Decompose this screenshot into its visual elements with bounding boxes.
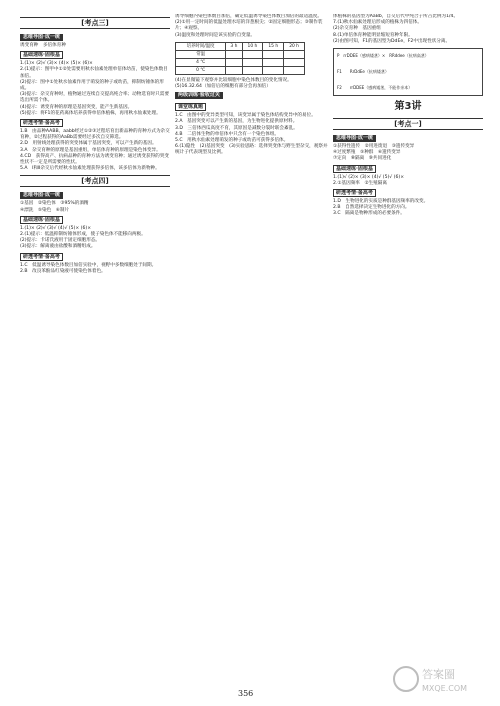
table-header-cell: 20 h (284, 42, 305, 50)
table-cell (263, 58, 284, 66)
table-cell (242, 58, 263, 66)
cross-diagram (333, 48, 483, 96)
section-banner: 思维导图·成一统 (333, 135, 376, 142)
paragraph: 诱导细胞内染色体数目加倍，确定低温诱导染色体数目加倍的最适温度。 (175, 14, 323, 19)
paragraph: 2.D 用射线处理获得的突变体属于基因突变，可以产生新的基因。 (20, 141, 157, 147)
table-header-cell: 15 h (263, 42, 284, 50)
paragraph: 1.C 由图中的变异类型可知，该变异属于染色体结构变异中的易位。 (175, 113, 316, 119)
paragraph: 1.D 生物进化的实质是种群基因频率的改变。 (333, 199, 429, 205)
section-tag: 基础速练·固根基 (20, 216, 63, 224)
paragraph: 1.(1)× (2)√ (3)√ (4)√ (5)× (6)× (20, 225, 92, 231)
paragraph: (4)提示：诱变育种的原理是基因突变，能产生新基因。 (20, 104, 133, 110)
paragraph: 5.A Ⅰ和Ⅱ杂交后代经秋水仙素处理获得多倍体，该多倍体为新物种。 (20, 166, 160, 172)
section-tag: 研透考情·备高考 (20, 119, 63, 127)
section-banner: 思维导图·成一统 (20, 192, 63, 199)
table-cell (263, 50, 284, 58)
table-row (176, 66, 305, 74)
table-header-row (176, 42, 305, 50)
table-cell: 常温 (176, 50, 226, 58)
section-tag: 研透考情·备高考 (20, 253, 63, 261)
experiment-table (175, 42, 305, 75)
page-number: 356 (238, 689, 254, 698)
paragraph: 1.(1)× (2)√ (3)× (4)× (5)× (6)× (20, 61, 93, 67)
diagram-f1-line: F1 RrDdEe（抗病矮茎） (337, 69, 389, 75)
section-tag: 研透考情·备高考 (333, 189, 376, 197)
section-banner: 思维导图·成一统 (20, 34, 63, 41)
paragraph: 2.(1)提示：图甲中①②处需要用秋水仙素处理单倍体幼苗，使染色体数目加倍。 (20, 67, 168, 79)
paragraph: 8.(1)单倍体育种能明显缩短育种年限。 (333, 32, 413, 38)
paragraph: 2.B 改良苯酚品红染液可使染色体着色。 (20, 268, 106, 274)
text-line: ④过度繁殖 ⑤种群 ⑥遗传变异 (333, 150, 401, 156)
table-cell (242, 50, 263, 58)
paragraph: 3.D 三倍体西瓜高度不育，其原因是减数分裂时联会紊乱。 (175, 125, 298, 131)
paragraph: 2.A 基因突变可以产生新的基因，为生物进化提供原材料。 (175, 119, 298, 125)
column-right (333, 14, 483, 676)
column-middle (175, 14, 330, 676)
section-banner: 两级训练·验收过关 (175, 92, 223, 99)
paragraph: 2.(1)提示：低温抑制纺锤体形成，使子染色体不能移向两极。 (20, 232, 146, 238)
table-cell (284, 66, 305, 74)
section-tag: 课堂练真题 (175, 103, 206, 111)
table-cell (284, 58, 305, 66)
paragraph: 2.B 自然选择决定生物进化的方向。 (333, 205, 410, 211)
paragraph: (2)杂交育种 基因重组 (333, 26, 381, 32)
paragraph: 1.B 由品种AABB、aabb经过①②③过程培育出新品种的育种方式为杂交育种，②过程获得的AaBb需要经过多次自交筛选。 (20, 129, 170, 141)
table-cell (242, 66, 263, 74)
section-tag: 基础速练·固根基 (333, 165, 376, 173)
section-title: [考点三] (20, 17, 170, 29)
table-cell (284, 50, 305, 58)
paragraph: 3.A 杂交育种的原理是基因重组，单倍体育种的原理是染色体变异。 (20, 147, 161, 153)
svg-text:MXQE.COM: MXQE.COM (422, 684, 468, 693)
diagram-p-line: P rrDDEE（感病矮茎）× RRddee（抗病高茎） (337, 53, 429, 59)
paragraph: (2)提示：卡诺氏液用于固定细胞形态。 (20, 238, 101, 244)
paragraph: (2)由图可知，F1的基因型为DdEe，F2中出现性状分离。 (333, 38, 451, 44)
table-row (176, 50, 305, 58)
table-cell (263, 66, 284, 74)
section-title: [考点一] (333, 118, 483, 130)
table-header-cell: 10 h (242, 42, 263, 50)
diagram-f2-line: F2 rrDDEE（感病矮茎，不能作亲本） (337, 85, 413, 91)
table-header-cell: 培养时间/温度 (176, 42, 226, 50)
paragraph: 5.C 用秋水仙素处理萌发的种子或幼苗可获得多倍体。 (175, 138, 289, 144)
paragraph: 1.(1)√ (2)× (3)× (4)√ (5)√ (6)× (333, 174, 405, 180)
paragraph: (3)温度和处理时间是该实验的自变量。 (175, 32, 256, 38)
paragraph: (5)提示：将F1的花药离体培养获得单倍体植株，再用秋水仙素处理。 (20, 110, 161, 116)
paragraph: (5)16.32.64（加倍后的细胞有部分会再加倍） (175, 84, 271, 90)
paragraph: 体植株的基因型为AaBb，自交后代中纯合子所占比例为1/4。 (333, 14, 459, 19)
text-line: ④漂洗 ⑤染色 ⑥制片 (20, 207, 70, 213)
section-title: [考点四] (20, 175, 170, 187)
chapter-title: 第3讲 (394, 101, 422, 113)
svg-text:答案圈: 答案圈 (422, 668, 455, 681)
table-row (176, 58, 305, 66)
text-line: ①基因 ②染色体 ③95%的酒精 (20, 201, 89, 207)
text-line: 诱变育种 多倍体育种 (20, 43, 66, 48)
table-cell: 4 ℃ (176, 58, 226, 66)
watermark-logo (392, 660, 488, 698)
table-cell (226, 58, 242, 66)
paragraph: (2)①用一定时间的低温处理水培的洋葱根尖；②固定细胞形态；③制作装片；④观察。 (175, 20, 323, 32)
table-cell (226, 50, 242, 58)
section-tag: 基础速练·固根基 (20, 51, 63, 59)
paragraph: (3)提示：解离液由盐酸和酒精组成。 (20, 244, 96, 250)
paragraph: 4.CD 获得高产、抗病品种的育种方法为诱变育种；通过诱变获得的突变性状不一定是所需要的性状。 (20, 153, 169, 166)
paragraph: 1.C 低温诱导染色体数目加倍实验中，视野中多数细胞处于间期。 (20, 262, 157, 268)
paragraph: (4)在显微镜下观察并比较细胞中染色体数目的变化情况。 (175, 77, 292, 83)
paragraph: 7.(1)秋水仙素处理后形成的植株为四倍体。 (333, 20, 422, 26)
paragraph: 6.(1)隐性 (2)基因突变 (3)实验思路：选择突变体与野生型杂交，观察并统计子代表现型及比例。 (175, 144, 328, 156)
table-cell (226, 66, 242, 74)
text-line: ①获得性遗传 ②用进废退 ③遗传变异 (333, 144, 415, 150)
column-left (20, 14, 170, 676)
table-header-cell: 3 h (226, 42, 242, 50)
paragraph: (3)提示：杂交育种时，植物通过连续自交提高纯合率；动物选育时只需要选出所需个体。 (20, 92, 169, 104)
paragraph: 4.B 二倍体生物的单倍体中只含有一个染色体组。 (175, 131, 280, 137)
table-cell: 0 ℃ (176, 66, 226, 74)
paragraph: 3.C 隔离是物种形成的必要条件。 (333, 211, 405, 217)
paragraph: 2.①基因频率 ②生殖隔离 (333, 180, 387, 186)
text-line: ⑦定向 ⑧隔离 ⑨共同进化 (333, 156, 392, 162)
paragraph: (2)提示：图中①处秋水仙素作用于萌发的种子或幼苗，抑制纺锤体的形成。 (20, 79, 164, 92)
